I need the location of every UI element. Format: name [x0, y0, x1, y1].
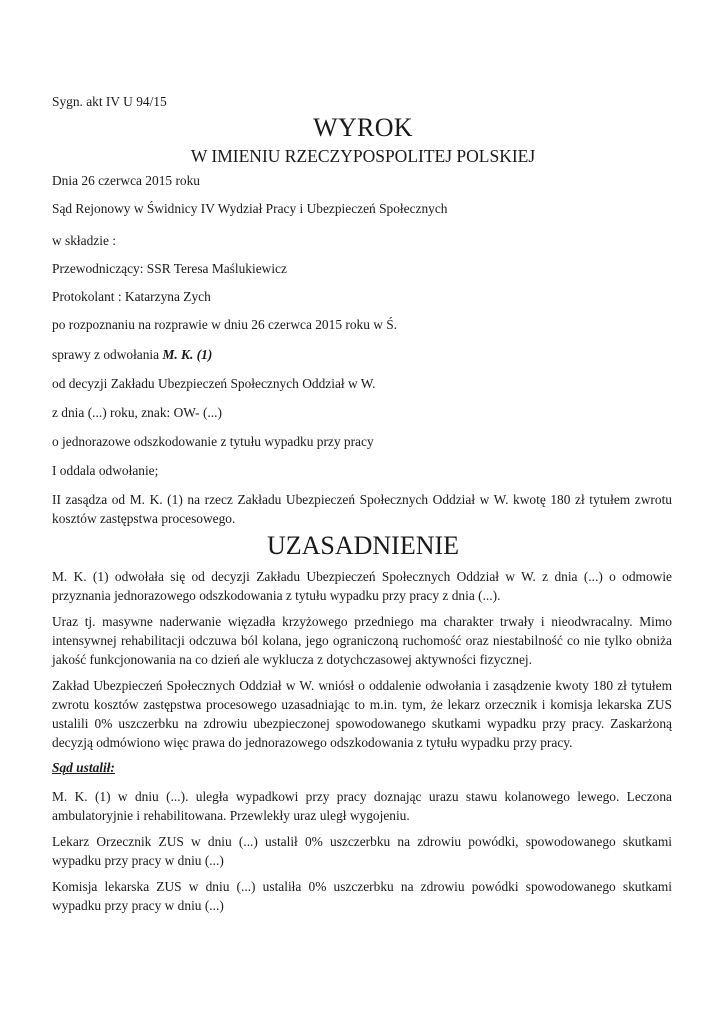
- case-subject: o jednorazowe odszkodowanie z tytułu wypadku przy pracy: [52, 434, 374, 449]
- judgment-date: Dnia 26 czerwca 2015 roku: [52, 173, 200, 188]
- document-subtitle: W IMIENIU RZECZYPOSPOLITEJ POLSKIEJ: [190, 146, 536, 166]
- appellant-name: M. K. (1): [162, 347, 213, 362]
- finding-paragraph-2: Lekarz Orzecznik ZUS w dniu (...) ustalił 0% uszczerbku na zdrowiu powódki, spowodowanego skutkami wypadku przy pracy w dniu (...): [52, 834, 672, 868]
- justification-paragraph-1: M. K. (1) odwołała się od decyzji Zakładu Ubezpieczeń Społecznych Oddział w W. z dnia (...) o odmowie przyznania jednorazowego odszkodowania z tytułu wypadku przy pracy z dnia (...).: [52, 569, 672, 603]
- findings-heading: Sąd ustalił:: [52, 760, 115, 775]
- verdict-point-2: II zasądza od M. K. (1) na rzecz Zakładu Ubezpieczeń Społecznych Oddział w W. kwotę 180 zł tytułem zwrotu kosztów zastępstwa procesowego.: [52, 492, 672, 526]
- finding-paragraph-3: Komisja lekarska ZUS w dniu (...) ustaliła 0% uszczerbku na zdrowiu powódki spowodowanego skutkami wypadku przy pracy w dniu (...): [52, 879, 672, 913]
- justification-paragraph-2: Uraz tj. masywne naderwanie więzadła krzyżowego przedniego ma charakter trwały i nieodwracalny. Mimo intensywnej rehabilitacji odczuwa ból kolana, jego ograniczoną ruchomość oraz niestabilność co nie tylko obniża jakość funkcjonowania na co dzień ale wyklucza z dotychczasowej aktywności fizycznej.: [52, 614, 672, 667]
- decision-reference: z dnia (...) roku, znak: OW- (...): [52, 405, 222, 420]
- decision-origin: od decyzji Zakładu Ubezpieczeń Społecznych Oddział w W.: [52, 376, 376, 391]
- finding-paragraph-1: M. K. (1) w dniu (...). uległa wypadkowi przy pracy doznając urazu stawu kolanowego lewego. Leczona ambulatoryjnie i rehabilitowana. Przewlekły uraz uległ wygojeniu.: [52, 789, 672, 823]
- appeal-line: [52, 345, 212, 364]
- appeal-prefix: sprawy z odwołania: [52, 347, 163, 362]
- court-composition: w składzie :: [52, 233, 116, 248]
- case-signature: Sygn. akt IV U 94/15: [52, 94, 167, 109]
- verdict-point-1: I oddala odwołanie;: [52, 463, 159, 478]
- presiding-judge: Przewodniczący: SSR Teresa Maślukiewicz: [52, 261, 287, 276]
- document-title: WYROK: [313, 113, 413, 142]
- justification-heading: UZASADNIENIE: [266, 531, 460, 560]
- justification-paragraph-3: Zakład Ubezpieczeń Społecznych Oddział w W. wniósł o oddalenie odwołania i zasądzenie kwoty 180 zł tytułem zwrotu kosztów zastępstwa procesowego uzasadniając to m.in. tym, że lekarz orzecznik i komisja lekarska ZUS ustalili 0% uszczerbku na zdrowiu ubezpieczonej spowodowanego skutkami wypadku przy pracy. Zaskarżoną decyzją odmówiono więc prawa do jednorazowego odszkodowania z tytułu wypadku przy pracy.: [52, 678, 672, 750]
- court-name: Sąd Rejonowy w Świdnicy IV Wydział Pracy i Ubezpieczeń Społecznych: [52, 201, 448, 216]
- hearing-info: po rozpoznaniu na rozprawie w dniu 26 czerwca 2015 roku w Ś.: [52, 317, 398, 332]
- court-clerk: Protokolant : Katarzyna Zych: [52, 289, 211, 304]
